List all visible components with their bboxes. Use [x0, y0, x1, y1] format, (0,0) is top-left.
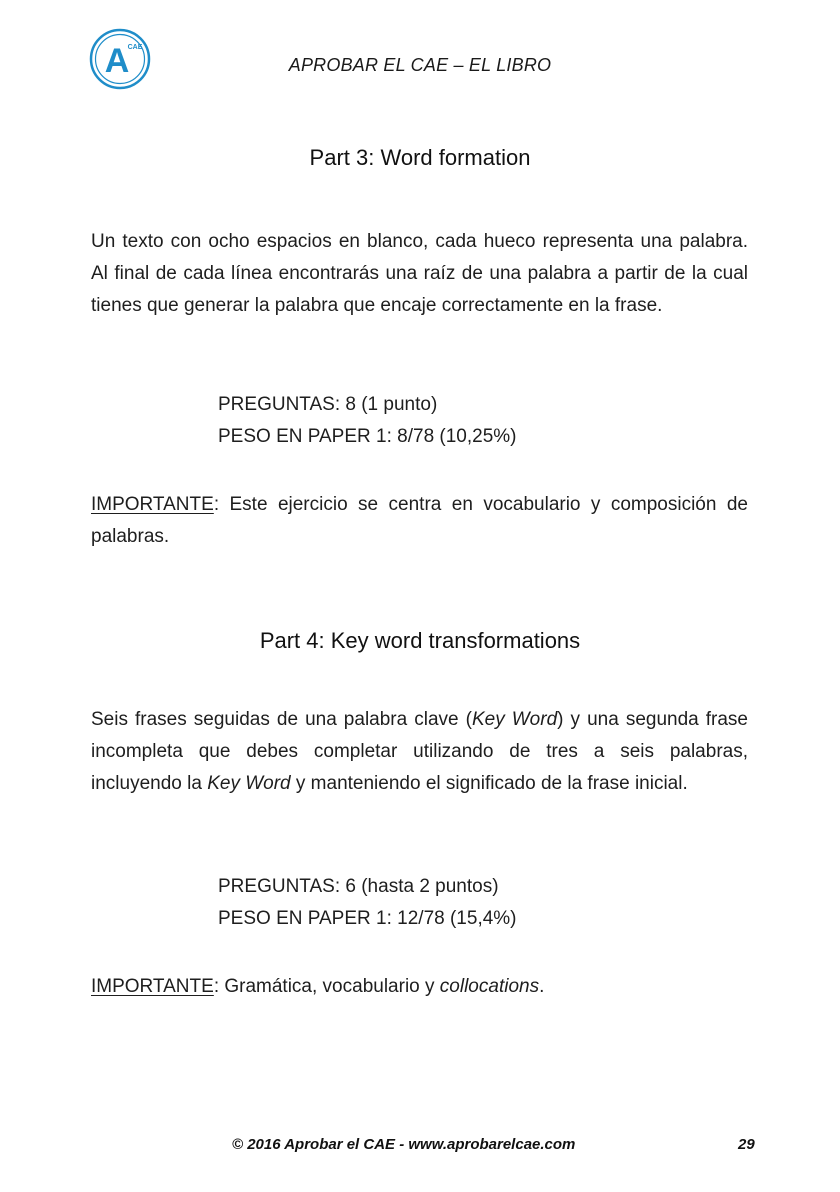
part3-peso: PESO EN PAPER 1: 8/78 (10,25%): [218, 426, 517, 447]
running-header: APROBAR EL CAE – EL LIBRO: [288, 55, 552, 75]
part4-importante-label: IMPORTANTE: [91, 976, 214, 997]
part4-preguntas: PREGUNTAS: 6 (hasta 2 puntos): [218, 876, 499, 897]
footer-copyright: © 2016 Aprobar el CAE - www.aprobarelcae.com: [232, 1136, 576, 1153]
logo-small-text: CAE: [127, 44, 143, 51]
part3-importante: [91, 489, 748, 553]
part4-title: Part 4: Key word transformations: [259, 628, 581, 653]
part4-description: [91, 704, 748, 800]
part4-peso: PESO EN PAPER 1: 12/78 (15,4%): [218, 908, 517, 929]
part4-description-1: Seis frases seguidas de una palabra clave (: [91, 709, 472, 730]
part4-importante-end: .: [539, 976, 545, 997]
logo-letter: A: [104, 42, 130, 80]
part3-importante-label: IMPORTANTE: [91, 494, 214, 515]
part4-key-word-2: Key Word: [207, 773, 291, 794]
part4-importante-italic: collocations: [439, 976, 540, 997]
part4-importante-text: : Gramática, vocabulario y: [213, 976, 440, 997]
part4-description-2: ) y una segunda frase incompleta que debes completar utilizando de tres a seis palabras, incluyendo la: [91, 709, 748, 794]
part4-importante: [91, 971, 748, 1003]
part3-description: Un texto con ocho espacios en blanco, cada hueco representa una palabra. Al final de cada línea encontrarás una raíz de una palabra a partir de la cual tienes que generar la palabra que encaje correctamente en la frase.: [91, 231, 748, 316]
part4-description-3: y manteniendo el significado de la frase inicial.: [290, 773, 688, 794]
part3-title: Part 3: Word formation: [309, 145, 531, 170]
part3-importante-text: : Este ejercicio se centra en vocabulario y composición de palabras.: [91, 494, 748, 547]
part3-preguntas: PREGUNTAS: 8 (1 punto): [218, 394, 438, 415]
page-number: 29: [738, 1136, 755, 1153]
part4-key-word-1: Key Word: [471, 709, 558, 730]
